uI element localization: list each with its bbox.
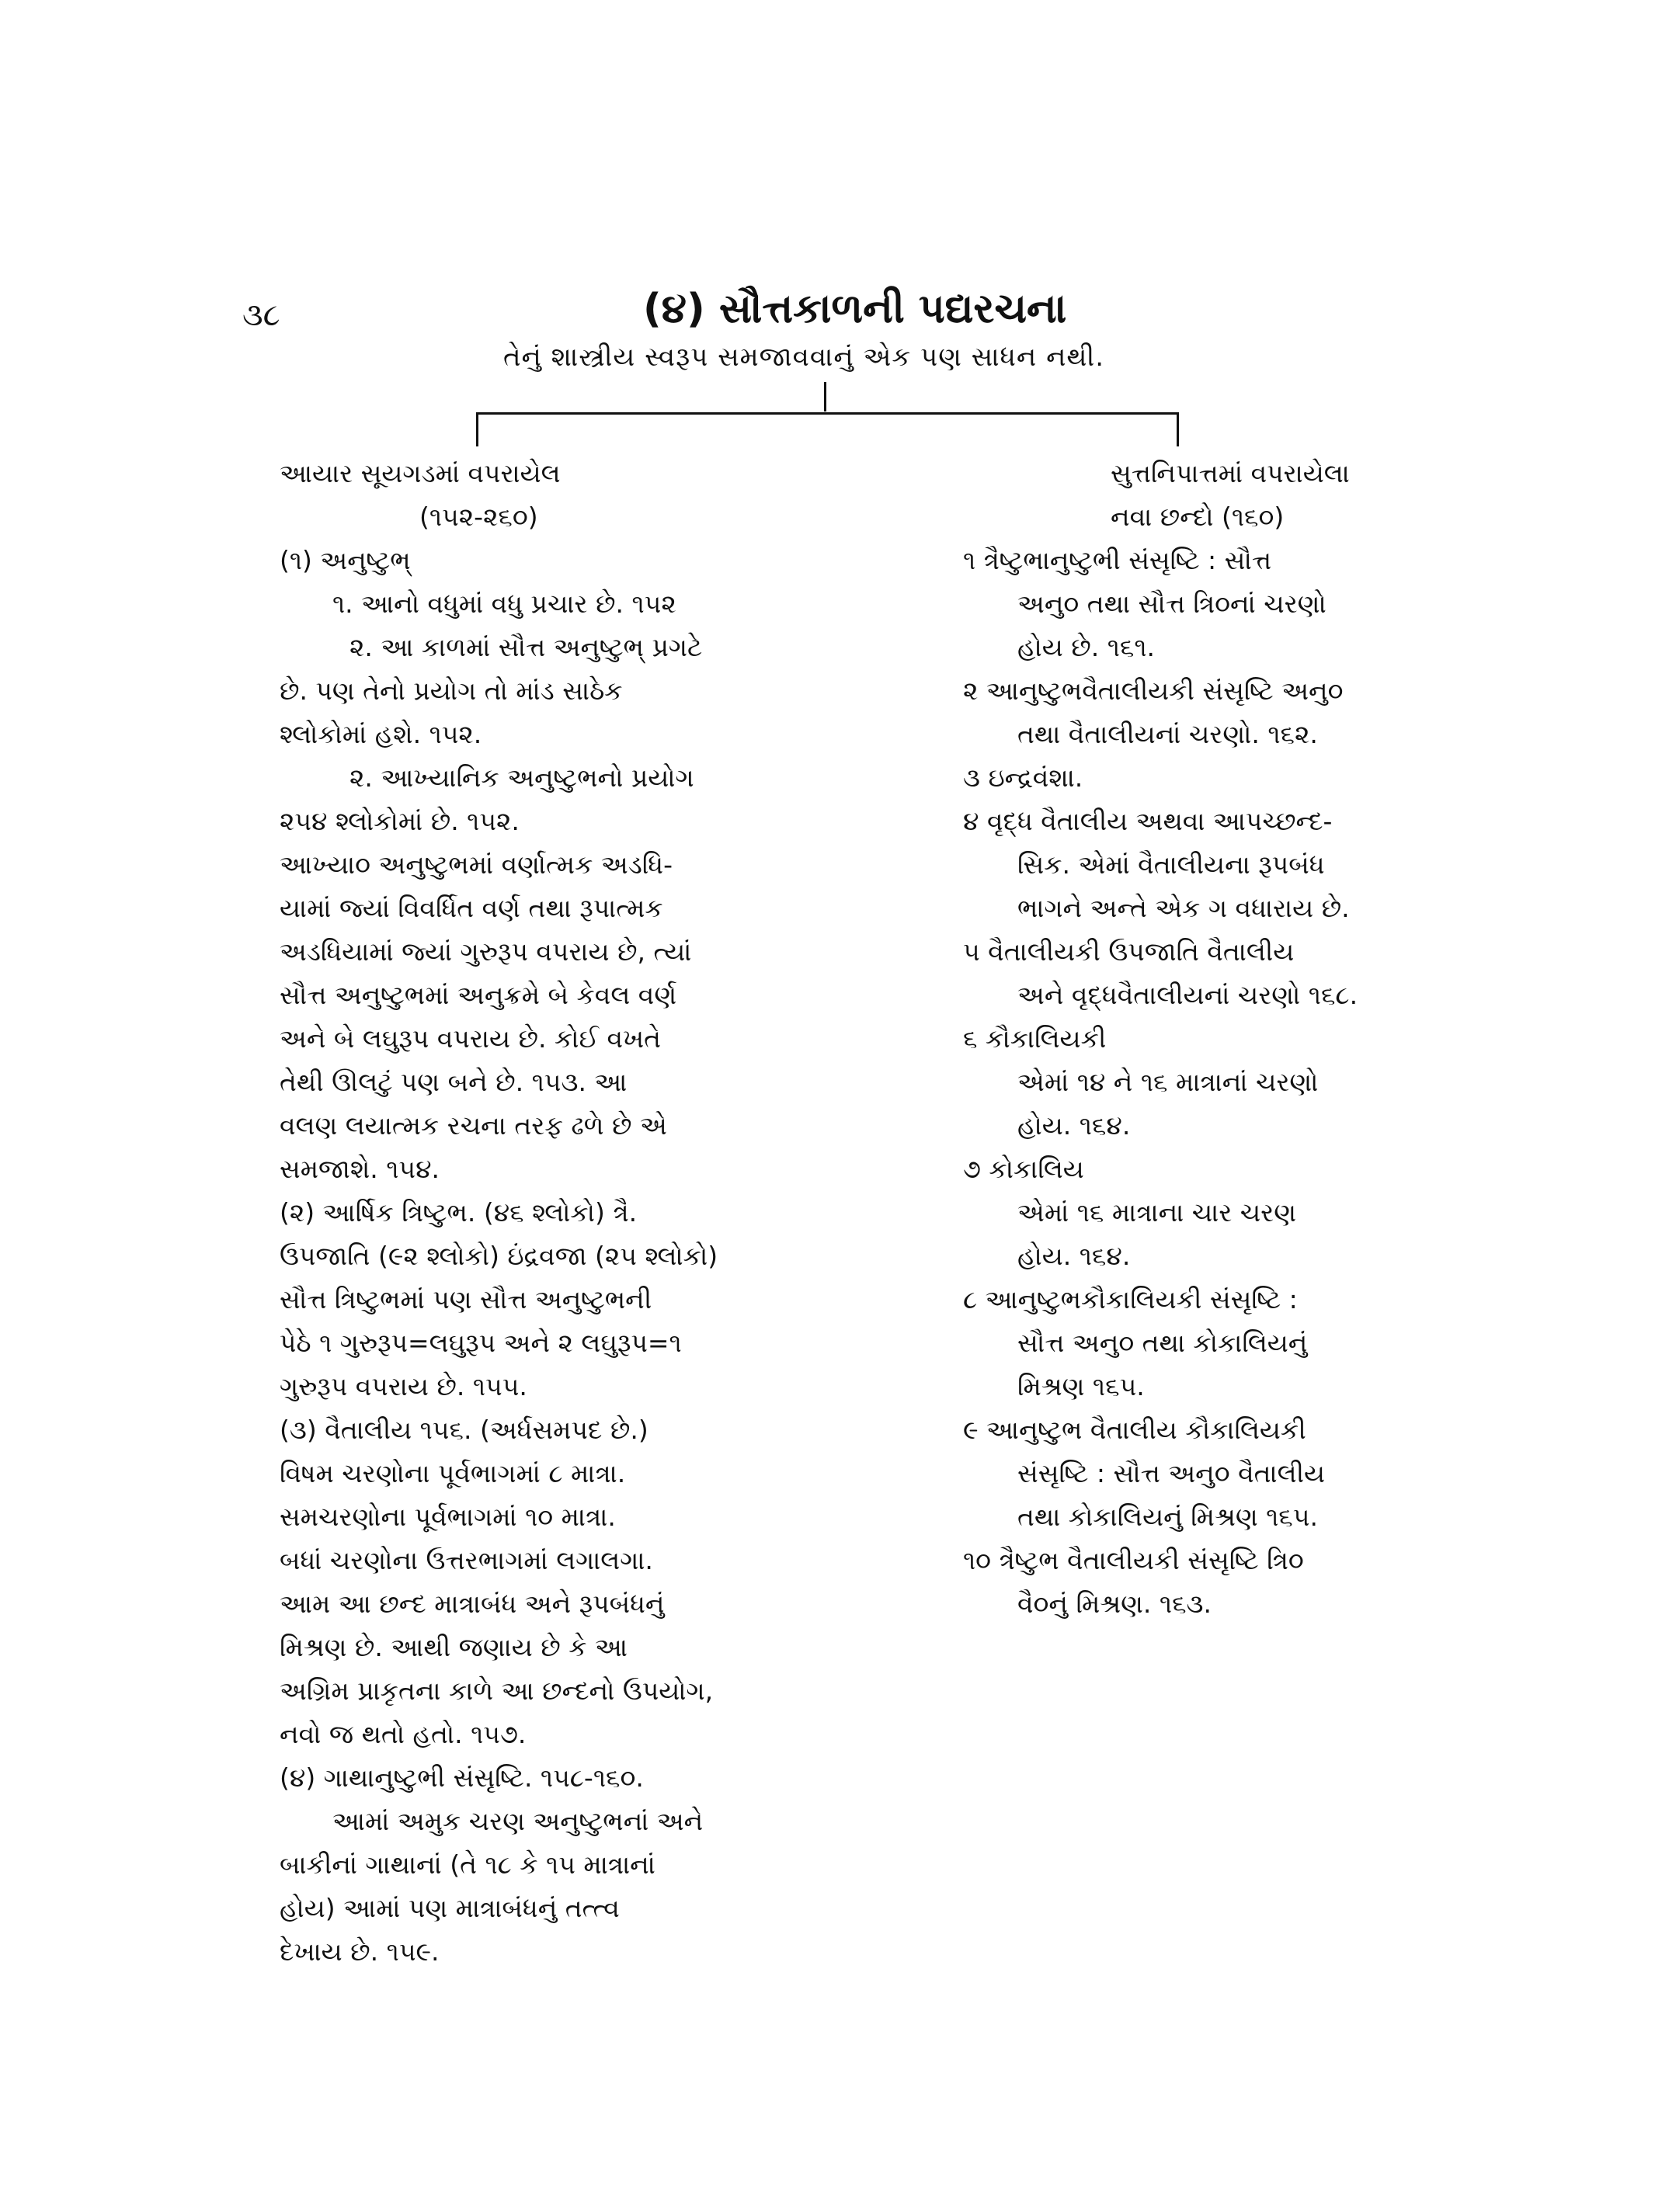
text-line: બધાં ચરણોના ઉત્તરભાગમાં લગાલગા. [280,1545,653,1575]
text-line: સિક. એમાં વૈતાલીયના રૂપબંધ [1017,849,1325,880]
right-column-subheading: નવા છન્દો (૧૬૦) [1111,502,1285,532]
text-line: આમાં અમુક ચરણ અનુષ્ટુભનાં અને [332,1806,704,1836]
text-line: દેખાય છે. ૧૫૯. [280,1936,440,1967]
bracket-stem [824,382,826,411]
text-line: એમાં ૧૬ માત્રાના ચાર ચરણ [1017,1197,1297,1228]
text-line: સૌત્ત અનુ૦ તથા કોકાલિયનું [1017,1328,1308,1358]
text-line: ૮ આનુષ્ટુભકૌકાલિયકી સંસૃષ્ટિ : [963,1284,1298,1314]
text-line: આમ આ છન્દ માત્રાબંધ અને રૂપબંધનું [280,1589,665,1619]
text-line: આખ્યા૦ અનુષ્ટુભમાં વર્ણાત્મક અડધિ- [280,849,673,880]
text-line: સમચરણોના પૂર્વભાગમાં ૧૦ માત્રા. [280,1502,616,1532]
bracket-left-leg [476,412,478,446]
text-line: ૧ ત્રૈષ્ટુભાનુષ્ટુભી સંસૃષ્ટિ : સૌત્ત [963,545,1272,575]
text-line: અને બે લઘુરૂપ વપરાય છે. કોઈ વખતે [280,1023,662,1054]
text-line: (૨) આર્ષિક ત્રિષ્ટુભ. (૪૬ શ્લોકો) ત્રૈ. [280,1197,638,1228]
text-line: (૪) ગાથાનુષ્ટુભી સંસૃષ્ટિ. ૧૫૮-૧૬૦. [280,1762,644,1793]
bracket-bar [476,412,1179,415]
text-line: ૨. આખ્યાનિક અનુષ્ટુભનો પ્રયોગ [349,762,694,793]
text-line: અને વૃદ્ધવૈતાલીયનાં ચરણો ૧૬૮. [1017,980,1358,1010]
text-line: બાકીનાં ગાથાનાં (તે ૧૮ કે ૧૫ માત્રાનાં [280,1849,655,1880]
text-line: ૨ આનુષ્ટુભવૈતાલીયકી સંસૃષ્ટિ અનુ૦ [963,675,1344,706]
text-line: (૩) વૈતાલીય ૧૫૬. (અર્ધસમપદ છે.) [280,1415,648,1445]
text-line: અગ્રિમ પ્રાકૃતના કાળે આ છન્દનો ઉપયોગ, [280,1675,714,1706]
bracket-right-leg [1177,412,1179,446]
text-line: ઉપજાતિ (૯૨ શ્લોકો) ઇંદ્રવજા (૨૫ શ્લોકો) [280,1241,718,1271]
text-line: ગુરુરૂપ વપરાય છે. ૧૫૫. [280,1371,527,1401]
text-line: ભાગને અન્તે એક ગ વધારાય છે. [1017,893,1350,923]
text-line: ૧. આનો વધુમાં વધુ પ્રચાર છે. ૧૫૨ [332,589,676,619]
text-line: અડધિયામાં જ્યાં ગુરુરૂપ વપરાય છે, ત્યાં [280,936,692,967]
page-subtitle: તેનું શાસ્ત્રીય સ્વરૂપ સમજાવવાનું એક પણ સાધન નથી. [503,342,1105,373]
text-line: શ્લોકોમાં હશે. ૧૫૨. [280,719,482,749]
text-line: વલણ લયાત્મક રચના તરફ ઢળે છે એ [280,1110,667,1141]
text-line: હોય. ૧૬૪. [1017,1110,1131,1141]
text-line: ૬ કૌકાલિયકી [963,1023,1107,1054]
text-line: મિશ્રણ ૧૬૫. [1017,1371,1145,1401]
text-line: હોય) આમાં પણ માત્રાબંધનું તત્ત્વ [280,1893,620,1923]
text-line: (૧) અનુષ્ટુભ્ [280,545,411,575]
text-line: મિશ્રણ છે. આથી જણાય છે કે આ [280,1632,628,1662]
text-line: એમાં ૧૪ ને ૧૬ માત્રાનાં ચરણો [1017,1067,1319,1097]
text-line: ૨. આ કાળમાં સૌત્ત અનુષ્ટુભ્ પ્રગટે [349,632,703,662]
text-line: સૌત્ત અનુષ્ટુભમાં અનુક્રમે બે કેવલ વર્ણ [280,980,677,1010]
page-number: ૩૮ [242,297,280,333]
page-title: (૪) સૌત્તકાળની પદ્યરચના [643,286,1067,332]
text-line: તથા વૈતાલીયનાં ચરણો. ૧૬૨. [1017,719,1318,749]
text-line: તથા કોકાલિયનું મિશ્રણ ૧૬૫. [1017,1502,1318,1532]
text-line: ૫ વૈતાલીયકી ઉપજાતિ વૈતાલીય [963,936,1295,967]
text-line: વિષમ ચરણોના પૂર્વભાગમાં ૮ માત્રા. [280,1458,626,1488]
right-column-heading: સુત્તનિપાત્તમાં વપરાયેલા [1111,458,1350,488]
text-line: ૧૦ ત્રૈષ્ટુભ વૈતાલીયકી સંસૃષ્ટિ ત્રિ૦ [963,1545,1304,1575]
text-line: યામાં જ્યાં વિવર્ધિત વર્ણ તથા રૂપાત્મક [280,893,663,923]
text-line: ૯ આનુષ્ટુભ વૈતાલીય કૌકાલિયકી [963,1415,1306,1445]
text-line: સંસૃષ્ટિ : સૌત્ત અનુ૦ વૈતાલીય [1017,1458,1326,1488]
text-line: ૪ વૃદ્ધ વૈતાલીય અથવા આપચ્છન્દ- [963,806,1333,836]
left-column-heading: આયાર સૂયગડમાં વપરાયેલ [280,458,561,488]
text-line: હોય. ૧૬૪. [1017,1241,1131,1271]
left-column-range: (૧૫૨-૨૬૦) [419,502,538,532]
text-line: તેથી ઊલટું પણ બને છે. ૧૫૩. આ [280,1067,628,1097]
left-column [280,452,718,1974]
right-column [963,452,1358,1626]
text-line: છે. પણ તેનો પ્રયોગ તો માંડ સાઠેક [280,675,623,706]
text-line: સમજાશે. ૧૫૪. [280,1154,440,1184]
text-line: ૭ કોકાલિય [963,1154,1084,1184]
text-line: અનુ૦ તથા સૌત્ત ત્રિ૦નાં ચરણો [1017,589,1327,619]
text-line: ૨૫૪ શ્લોકોમાં છે. ૧૫૨. [280,806,520,836]
text-line: હોય છે. ૧૬૧. [1017,632,1156,662]
text-line: પેઠે ૧ ગુરુરૂપ=લઘુરૂપ અને ૨ લઘુરૂપ=૧ [280,1328,682,1358]
text-line: સૌત્ત ત્રિષ્ટુભમાં પણ સૌત્ત અનુષ્ટુભની [280,1284,652,1314]
text-line: નવો જ થતો હતો. ૧૫૭. [280,1719,527,1749]
text-line: વૈ૦નું મિશ્રણ. ૧૬૩. [1017,1589,1212,1619]
text-line: ૩ ઇન્દ્રવંશા. [963,762,1083,793]
